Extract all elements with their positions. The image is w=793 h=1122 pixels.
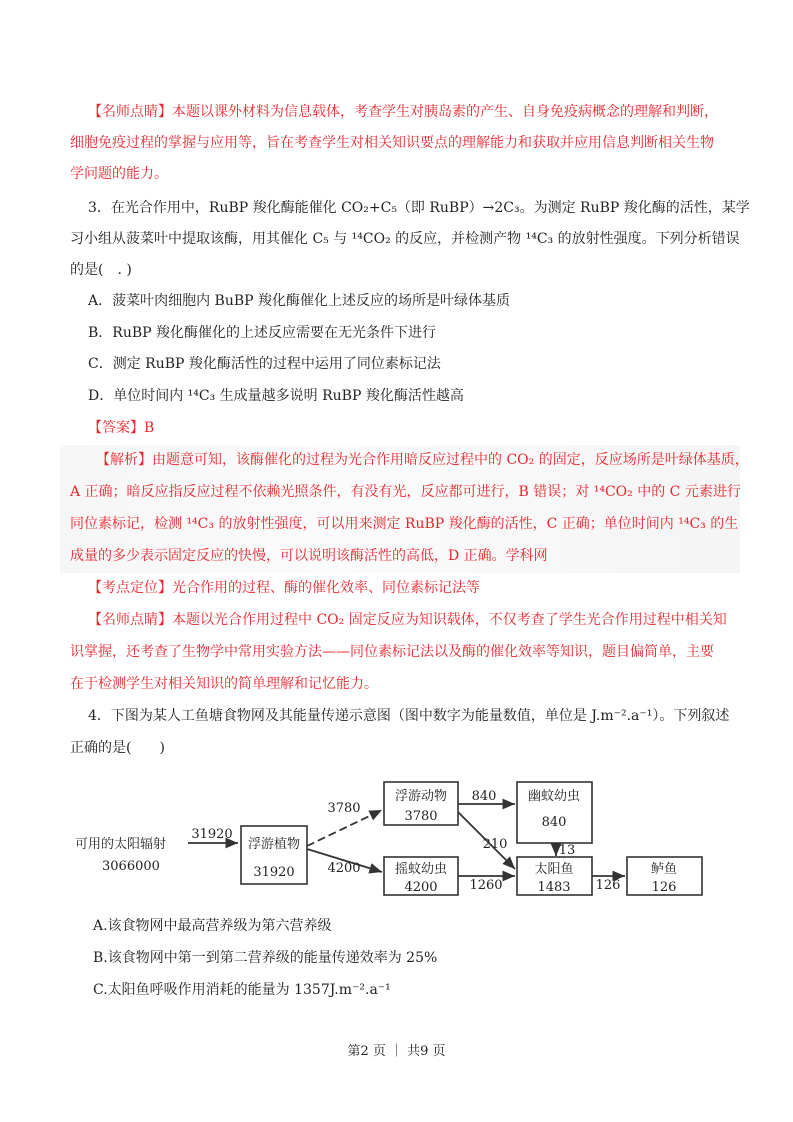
edge-label: 13 [558,843,576,858]
node-name: 幽蚊幼虫 [527,789,581,804]
q3-option-d: D．单位时间内 ¹⁴C₃ 生成量越多说明 RuBP 羧化酶活性越高 [88,388,464,404]
edge-label: 126 [595,878,621,893]
q3-option-c: C．测定 RuBP 羧化酶活性的过程中运用了同位素标记法 [88,356,441,372]
q3-comment-line: 在于检测学生对相关知识的简单理解和记忆能力。 [70,676,378,692]
q4-stem-line: 正确的是( ) [70,740,165,756]
q3-analysis-line: 【解析】由题意可知，该酶催化的过程为光合作用暗反应过程中的 CO₂ 的固定，反应场所是叶绿体基质， [96,452,749,468]
node-value: 3780 [404,809,438,824]
node-name: 摇蚊幼虫 [394,862,448,877]
comment-line: 【名师点睛】本题以课外材料为信息载体，考查学生对胰岛素的产生、自身免疫病概念的理解和判断， [88,104,718,120]
source-value: 3066000 [102,859,160,874]
node-name: 鲈鱼 [650,862,678,877]
q3-answer: 【答案】B [88,420,155,436]
q3-comment-line: 识掌握，还考查了生物学中常用实验方法——同位素标记法以及酶的催化效率等知识，题目偏简单，主要 [70,644,714,660]
q3-stem-line: 习小组从菠菜叶中提取该酶，用其催化 C₅ 与 ¹⁴CO₂ 的反应，并检测产物 ¹⁴C₃ 的放射性强度。下列分析错误 [70,231,740,247]
edge-label: 210 [482,837,508,852]
node-name: 浮游动物 [394,789,448,804]
q3-option-b: B．RuBP 羧化酶催化的上述反应需要在无光条件下进行 [88,325,437,341]
edge-label: 1260 [469,878,503,893]
q3-analysis-line: 成量的多少表示固定反应的快慢，可以说明该酶活性的高低，D 正确。学科网 [70,548,548,564]
edge-label: 31920 [191,827,233,842]
page-footer: 第2 页 ｜ 共9 页 [347,1044,446,1059]
q3-analysis-line: A 正确；暗反应指反应过程不依赖光照条件，有没有光，反应都可进行，B 错误；对 ¹⁴CO₂ 中的 C 元素进行 [70,484,741,500]
q4-option-b: B.该食物网中第一到第二营养级的能量传递效率为 25% [93,950,438,966]
edge-label: 4200 [327,861,361,876]
edge-label: 840 [471,789,497,804]
food-web-diagram [0,770,793,900]
source-label: 可用的太阳辐射 [75,837,167,852]
node-value: 4200 [404,880,438,895]
comment-line: 细胞免疫过程的掌握与应用等，旨在考查学生对相关知识要点的理解能力和获取并应用信息判断相关生物 [70,135,714,151]
q3-comment-line: 【名师点睛】本题以光合作用过程中 CO₂ 固定反应为知识载体，不仅考查了学生光合作用过程中相关知 [88,612,727,628]
q3-analysis-line: 同位素标记，检测 ¹⁴C₃ 的放射性强度，可以用来测定 RuBP 羧化酶的活性，C 正确；单位时间内 ¹⁴C₃ 的生 [70,516,739,532]
q4-option-a: A.该食物网中最高营养级为第六营养级 [93,918,332,934]
node-name: 太阳鱼 [534,862,574,877]
node-value: 126 [651,880,677,895]
q3-stem-line: 的是( . ) [70,262,132,278]
q3-stem-line: 3．在光合作用中，RuBP 羧化酶能催化 CO₂+C₅（即 RuBP）→2C₃。为测定 RuBP 羧化酶的活性，某学 [88,200,750,216]
node-value: 840 [541,815,567,830]
edge-label: 3780 [327,801,361,816]
q4-option-c: C.太阳鱼呼吸作用消耗的能量为 1357J.m⁻².a⁻¹ [93,982,391,998]
comment-line: 学问题的能力。 [70,166,168,182]
node-name: 浮游植物 [247,837,301,852]
q3-option-a: A．菠菜叶肉细胞内 BuBP 羧化酶催化上述反应的场所是叶绿体基质 [88,293,511,309]
node-value: 1483 [537,880,571,895]
q4-stem-line: 4．下图为某人工鱼塘食物网及其能量传递示意图（图中数字为能量数值，单位是 J.m⁻².a⁻¹）。下列叙述 [88,708,730,724]
q3-key-points: 【考点定位】光合作用的过程、酶的催化效率、同位素标记法等 [88,580,480,596]
node-value: 31920 [253,865,295,880]
